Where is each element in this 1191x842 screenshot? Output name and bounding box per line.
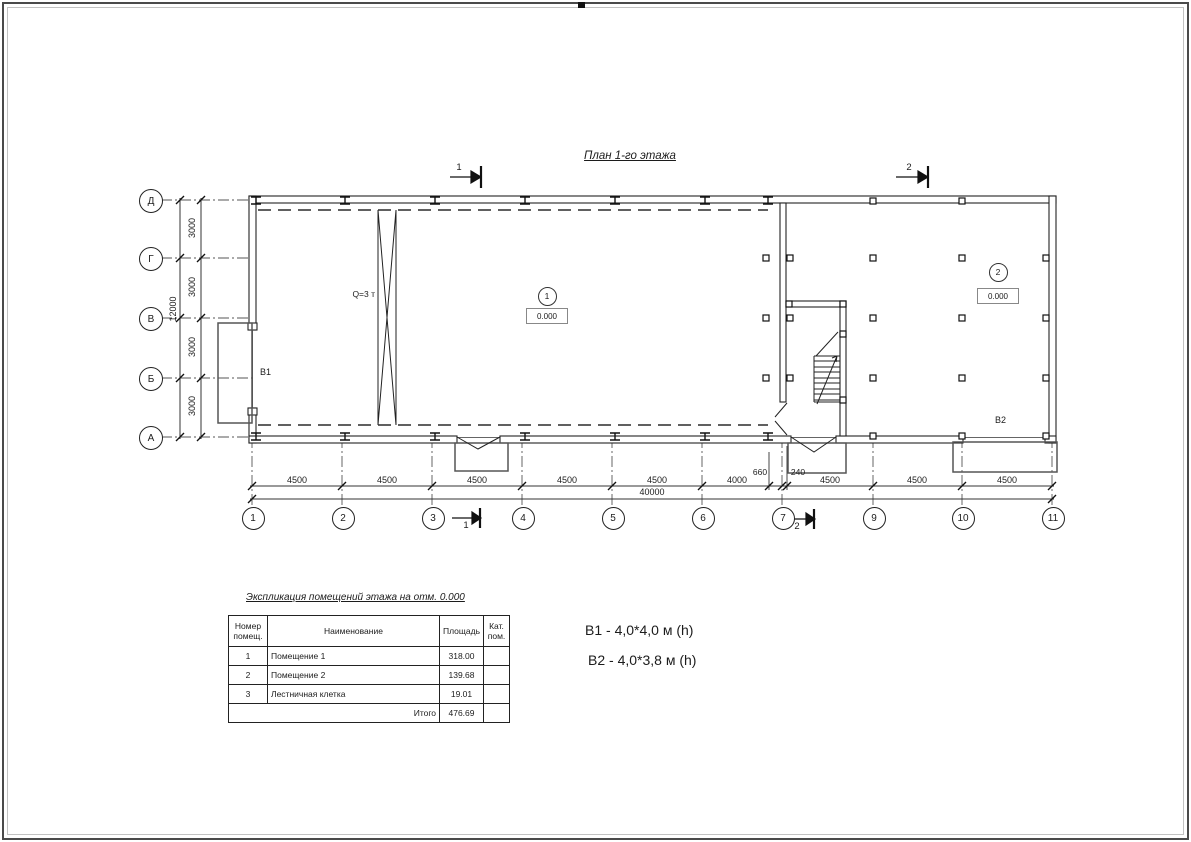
room-2-elevation: 0.000 <box>977 288 1019 304</box>
axis-bubble-5: 5 <box>602 507 625 530</box>
cell-name: Помещение 2 <box>268 666 440 685</box>
axis-lines <box>161 200 1052 506</box>
dim-4500-1: 4500 <box>286 475 308 485</box>
crane-rails <box>258 210 768 425</box>
building-walls <box>248 196 1056 443</box>
dimension-ticks <box>176 196 1056 503</box>
dim-4500-8: 4500 <box>996 475 1018 485</box>
gate-b2-label: В2 <box>995 415 1007 425</box>
table-row <box>229 647 510 666</box>
dimension-lines <box>180 198 1054 499</box>
axis-bubble-g: Г <box>139 247 163 271</box>
gate-b1-label: В1 <box>260 367 272 377</box>
room-1-marker: 1 <box>538 287 557 306</box>
axis-bubble-a: А <box>139 426 163 450</box>
axis-bubble-9: 9 <box>863 507 886 530</box>
table-title: Экспликация помещений этажа на отм. 0.000 <box>246 592 465 603</box>
page-title: План 1-го этажа <box>584 150 676 162</box>
column-squares <box>763 198 1049 439</box>
fold-mark <box>578 2 585 8</box>
col-header-cat: Кат. пом. <box>484 616 510 647</box>
legend-gate-b1: В1 - 4,0*4,0 м (h) <box>585 622 694 638</box>
section-2-bottom-label: 2 <box>794 521 800 532</box>
dim-4000: 4000 <box>726 475 748 485</box>
cell-name: Лестничная клетка <box>268 685 440 704</box>
dim-4500-5: 4500 <box>646 475 668 485</box>
crane-hoist <box>378 210 396 425</box>
column-ibeams <box>251 197 773 440</box>
dim-12000-total: 12000 <box>168 296 179 322</box>
table-row <box>229 666 510 685</box>
dim-3000-3: 3000 <box>187 336 198 357</box>
axis-bubble-4: 4 <box>512 507 535 530</box>
cell-number: 1 <box>229 647 268 666</box>
col-header-number: Номер помещ. <box>229 616 268 647</box>
col-header-area: Площадь <box>440 616 484 647</box>
axis-bubble-v: В <box>139 307 163 331</box>
cell-cat <box>484 647 510 666</box>
section-arrows <box>450 166 928 529</box>
axis-bubble-3: 3 <box>422 507 445 530</box>
door-2-leaf <box>791 437 836 452</box>
crane-capacity-label: Q=3 т <box>352 289 375 299</box>
dim-4500-3: 4500 <box>466 475 488 485</box>
stair-direction-arrow <box>817 356 837 404</box>
room-2-marker: 2 <box>989 263 1008 282</box>
legend-gate-b2: В2 - 4,0*3,8 м (h) <box>588 652 697 668</box>
cell-cat <box>484 666 510 685</box>
cell-number: 3 <box>229 685 268 704</box>
dim-3000-4: 3000 <box>187 395 198 416</box>
axis-bubble-d: Д <box>139 189 163 213</box>
wall-openings <box>253 330 1046 438</box>
cell-cat <box>484 704 510 723</box>
dim-240: 240 <box>790 467 806 477</box>
table-total-row <box>229 704 510 723</box>
platform-gate-b2 <box>953 442 1057 472</box>
cell-name: Помещение 1 <box>268 647 440 666</box>
door-leaves <box>457 403 836 452</box>
room-1-elevation: 0.000 <box>526 308 568 324</box>
col-header-name: Наименование <box>268 616 440 647</box>
stairs <box>814 332 840 404</box>
axis-bubble-7: 7 <box>772 507 795 530</box>
section-1-bottom-label: 1 <box>463 520 469 531</box>
table-row <box>229 685 510 704</box>
axis-bubble-11: 11 <box>1042 507 1065 530</box>
section-1-top-label: 1 <box>456 162 462 173</box>
dim-4500-2: 4500 <box>376 475 398 485</box>
dim-3000-2: 3000 <box>187 276 198 297</box>
platform-gate-b1 <box>218 323 252 423</box>
table-header-row <box>229 616 510 647</box>
cell-area: 139.68 <box>440 666 484 685</box>
dim-660: 660 <box>752 467 768 477</box>
dim-4500-7: 4500 <box>906 475 928 485</box>
room-schedule-table <box>228 615 510 723</box>
axis-bubble-b: Б <box>139 367 163 391</box>
cell-cat <box>484 685 510 704</box>
total-value: 476.69 <box>440 704 484 723</box>
dim-3000-1: 3000 <box>187 217 198 238</box>
dim-40000-total: 40000 <box>639 487 665 497</box>
axis-bubble-2: 2 <box>332 507 355 530</box>
dim-4500-6: 4500 <box>819 475 841 485</box>
dim-4500-4: 4500 <box>556 475 578 485</box>
cell-area: 318.00 <box>440 647 484 666</box>
lobby-door-leaf <box>775 403 787 435</box>
cell-area: 19.01 <box>440 685 484 704</box>
axis-bubble-6: 6 <box>692 507 715 530</box>
total-label: Итого <box>229 704 440 723</box>
section-2-top-label: 2 <box>906 162 912 173</box>
cell-number: 2 <box>229 666 268 685</box>
axis-bubble-10: 10 <box>952 507 975 530</box>
axis-bubble-1: 1 <box>242 507 265 530</box>
porches-platforms <box>218 323 1057 473</box>
